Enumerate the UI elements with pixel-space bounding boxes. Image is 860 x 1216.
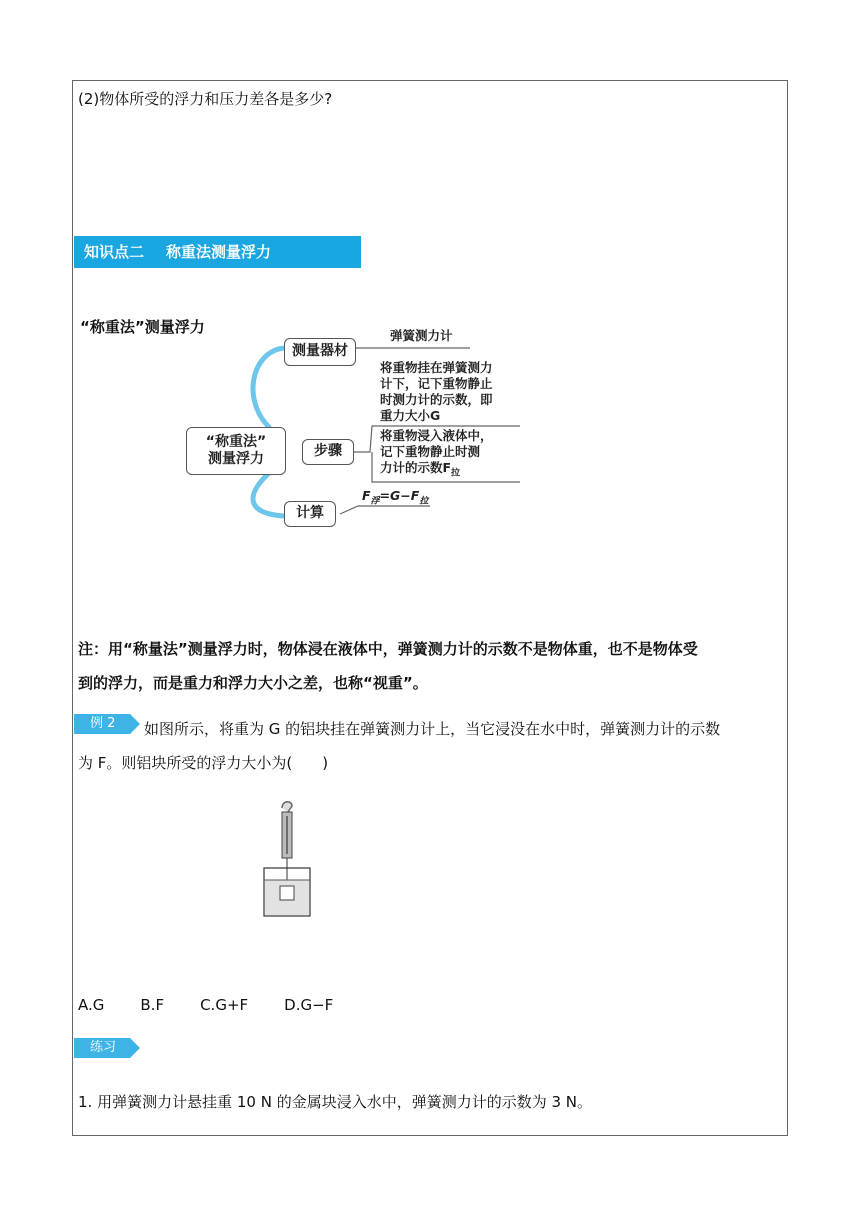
branch-equipment [253,348,284,428]
step1-line2: 计下，记下重物静止 [380,376,493,391]
note-line1: 注：用“称量法”测量浮力时，物体浸在液体中，弹簧测力计的示数不是物体重，也不是物体受 [78,640,698,658]
practice-item-1: 1. 用弹簧测力计悬挂重 10 N 的金属块浸入水中，弹簧测力计的示数为 3 N。 [78,1093,592,1111]
example-tag: 例 2 [74,714,130,734]
option-a[interactable]: A.G [78,996,105,1014]
practice-tag: 练习 [74,1038,130,1058]
answer-options [78,996,369,1014]
equipment-value: 弹簧测力计 [390,328,453,343]
step1-line1: 将重物挂在弹簧测力 [380,360,493,375]
spring-scale-figure [258,800,320,922]
center-line2: 测量浮力 [208,451,264,467]
section-title: 称重法测量浮力 [166,243,272,261]
step2-line1: 将重物浸入液体中， [380,428,493,443]
branch-calc [253,472,284,516]
section-banner [74,236,361,268]
option-d[interactable]: D.G−F [284,996,334,1014]
step2-text [380,428,493,482]
step1-text [380,360,493,424]
option-c[interactable]: C.G+F [200,996,249,1014]
step2-line2: 记下重物静止时测 [380,444,481,459]
example-line2: 为 F。则铝块所受的浮力大小为( ) [78,754,329,772]
section-label: 知识点二 [84,243,145,261]
question-2: (2)物体所受的浮力和压力差各是多少? [78,90,333,108]
mindmap-center [186,427,286,475]
example-line1: 如图所示，将重为 G 的铝块挂在弹簧测力计上，当它浸没在水中时，弹簧测力计的示数 [144,720,721,738]
node-calc: 计算 [284,501,336,527]
node-equipment: 测量器材 [284,338,356,366]
mindmap-heading: “称重法”测量浮力 [80,318,205,336]
node-steps: 步骤 [302,439,354,465]
formula: $F_浮=G-F_拉$ [362,488,429,507]
center-line1: “称重法” [205,434,267,450]
step1-line3: 时测力计的示数，即 [380,392,493,407]
note-line2: 到的浮力，而是重力和浮力大小之差，也称“视重”。 [78,674,428,692]
step2-line3: 力计的示数$F_拉$ [380,460,461,479]
step1-line4: 重力大小G [380,408,441,423]
option-b[interactable]: B.F [140,996,165,1014]
